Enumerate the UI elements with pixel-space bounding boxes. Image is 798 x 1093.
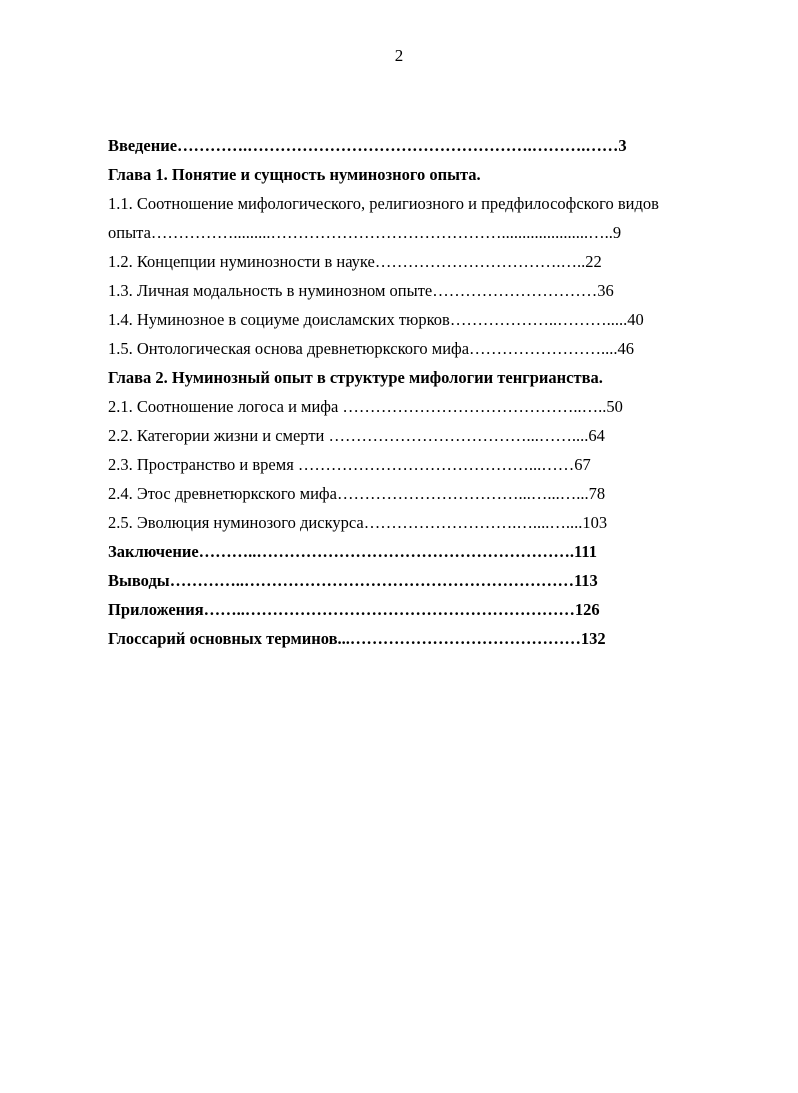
toc-entry-2-2: 2.2. Категории жизни и смерти ………………………………...……....64 [108,426,605,445]
toc-entry-2-4: 2.4. Этос древнетюркского мифа……………………………...…...…...78 [108,484,606,503]
toc-entry-appendices: Приложения……..……………………………………………………126 [108,600,600,619]
toc-entry-1-2: 1.2. Концепции нуминозности в науке…………………………….…..22 [108,252,602,271]
toc-entry-1-5: 1.5. Онтологическая основа древнетюркского мифа……………………....46 [108,339,635,358]
toc-entry-2-5: 2.5. Эволюция нуминозого дискурса……………………….…....…....103 [108,513,608,532]
toc-entry-1-3: 1.3. Личная модальность в нуминозном опыте…………………………36 [108,281,614,300]
toc-chapter-2: Глава 2. Нуминозный опыт в структуре мифологии тенгрианства. [108,368,603,387]
toc-entry-introduction: Введение………….…………………………………………….……….……3 [108,136,627,155]
toc-entry-1-1-continued: опыта…………….........…………………………………….....................…..9 [108,223,622,242]
toc-entry-conclusion: Заключение………..………………………………………………….111 [108,542,597,561]
toc-entry-2-1: 2.1. Соотношение логоса и мифа ……………………………………..…..50 [108,397,623,416]
table-of-contents [108,131,698,653]
toc-entry-1-1: 1.1. Соотношение мифологического, религиозного и предфилософского видов [108,194,659,213]
toc-entry-2-3: 2.3. Пространство и время ……………………………………...……67 [108,455,591,474]
page-number: 2 [394,46,404,65]
toc-entry-1-4: 1.4. Нуминозное в социуме доисламских тюрков………………..……….....40 [108,310,644,329]
toc-entry-glossary: Глоссарий основных терминов...……………………………………132 [108,629,606,648]
toc-chapter-1: Глава 1. Понятие и сущность нуминозного опыта. [108,165,481,184]
toc-entry-findings: Выводы…………..……………………………………………………113 [108,571,598,590]
